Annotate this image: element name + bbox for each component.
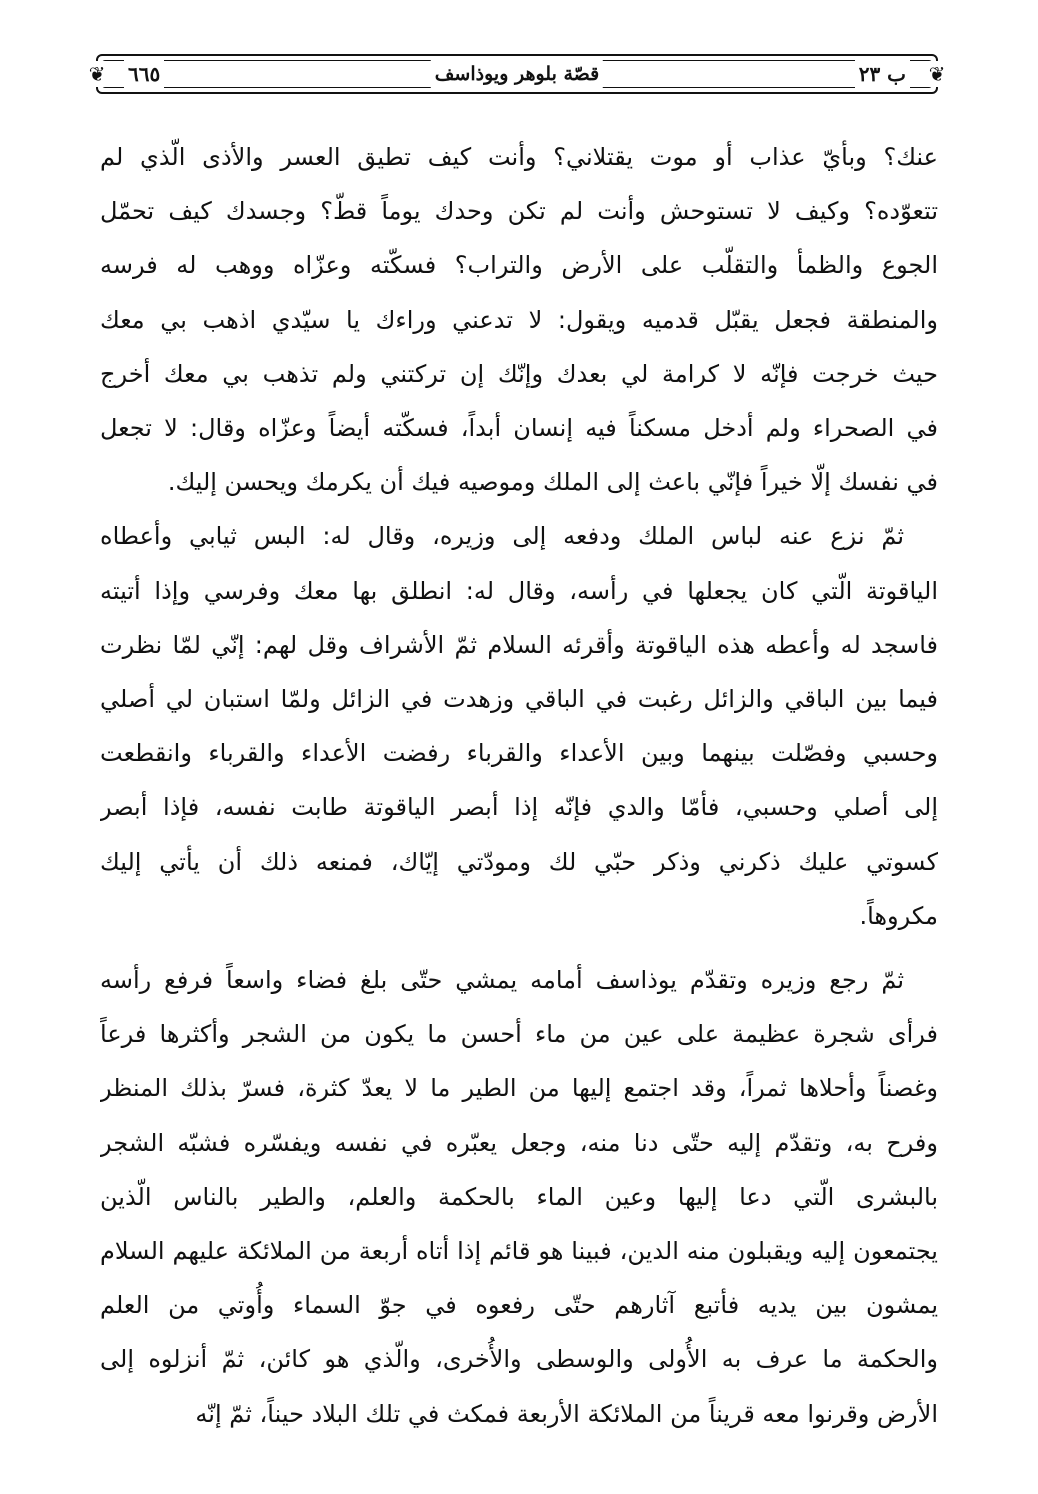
paragraph: [100, 953, 938, 1441]
text-line: وغصناً وأحلاها ثمراً، وقد اجتمع إليها من الطير ما لا يعدّ كثرة، فسرّ بذلك المنظر: [100, 1074, 938, 1103]
text-line: وحسبي وفصّلت بينهما وبين الأعداء والقرباء رفضت الأعداء والقرباء وانقطعت: [100, 739, 938, 768]
text-line: تتعوّده؟ وكيف لا تستوحش وأنت لم تكن وحدك يوماً قطّ؟ وجسدك كيف تحمّل: [100, 197, 938, 226]
text-line: والمنطقة فجعل يقبّل قدميه ويقول: لا تدعني وراءك يا سيّدي اذهب بي معك: [100, 305, 938, 334]
text-line: في الصحراء ولم أدخل مسكناً فيه إنسان أبداً، فسكّته أيضاً وعزّاه وقال: لا تجعل: [100, 414, 938, 443]
text-line: ثمّ رجع وزيره وتقدّم يوذاسف أمامه يمشي حتّى بلغ فضاء واسعاً فرفع رأسه: [100, 966, 904, 995]
page-body-text: [100, 130, 938, 1441]
text-line: فيما بين الباقي والزائل رغبت في الباقي وزهدت في الزائل ولمّا استبان لي أصلي: [100, 685, 938, 714]
header-ornament-right: ❦: [926, 61, 948, 87]
header-ornament-left: ❦: [86, 61, 108, 87]
paragraph: [100, 130, 938, 509]
text-line: فاسجد له وأعطه هذه الياقوتة وأقرئه السلام ثمّ الأشراف وقل لهم: إنّي لمّا نظرت: [100, 630, 938, 659]
text-line: فرأى شجرة عظيمة على عين من ماء أحسن ما يكون من الشجر وأكثرها فرعاً: [100, 1020, 938, 1049]
text-line: الأرض وقرنوا معه قريناً من الملائكة الأربعة فمكث في تلك البلاد حيناً، ثمّ إنّه: [195, 1399, 938, 1428]
page-header: [88, 54, 946, 94]
text-line: إلى أصلي وحسبي، فأمّا والدي فإنّه إذا أبصر الياقوتة طابت نفسه، فإذا أبصر: [100, 793, 938, 822]
text-line: الجوع والظمأ والتقلّب على الأرض والتراب؟ فسكّته وعزّاه ووهب له فرسه: [100, 251, 938, 280]
text-line: عنك؟ وبأيّ عذاب أو موت يقتلاني؟ وأنت كيف تطيق العسر والأذى الّذي لم: [100, 143, 938, 171]
paragraph: [100, 509, 938, 943]
running-title: قصّة بلوهر ويوذاسف: [431, 60, 603, 88]
chapter-label: ب ٢٣: [855, 60, 910, 88]
text-line: والحكمة ما عرف به الأُولى والوسطى والأُخرى، والّذي هو كائن، ثمّ أنزلوه إلى: [100, 1345, 938, 1374]
text-line: في نفسك إلّا خيراً فإنّي باعث إلى الملك وموصيه فيك أن يكرمك ويحسن إليك.: [167, 468, 938, 497]
text-line: مكروهاً.: [859, 901, 938, 930]
text-line: ثمّ نزع عنه لباس الملك ودفعه إلى وزيره، وقال له: البس ثيابي وأعطاه: [100, 522, 904, 551]
text-line: يجتمعون إليه ويقبلون منه الدين، فبينا هو قائم إذا أتاه أربعة من الملائكة عليهم السلام: [100, 1237, 938, 1266]
text-line: يمشون بين يديه فأتبع آثارهم حتّى رفعوه في جوّ السماء وأُوتي من العلم: [100, 1291, 938, 1320]
text-line: كسوتي عليك ذكرني وذكر حبّي لك ومودّتي إيّاك، فمنعه ذلك أن يأتي إليك: [100, 847, 938, 876]
page-number: ٦٦٥: [124, 60, 164, 88]
text-line: بالبشرى الّتي دعا إليها وعين الماء بالحكمة والعلم، والطير بالناس الّذين: [100, 1182, 938, 1211]
text-line: الياقوتة الّتي كان يجعلها في رأسه، وقال له: انطلق بها معك وفرسي وإذا أتيته: [100, 576, 938, 605]
text-line: حيث خرجت فإنّه لا كرامة لي بعدك وإنّك إن تركتني ولم تذهب بي معك أخرج: [100, 359, 938, 388]
paragraph-gap: [100, 943, 938, 953]
text-line: وفرح به، وتقدّم إليه حتّى دنا منه، وجعل يعبّره في نفسه ويفسّره فشبّه الشجر: [100, 1128, 938, 1157]
